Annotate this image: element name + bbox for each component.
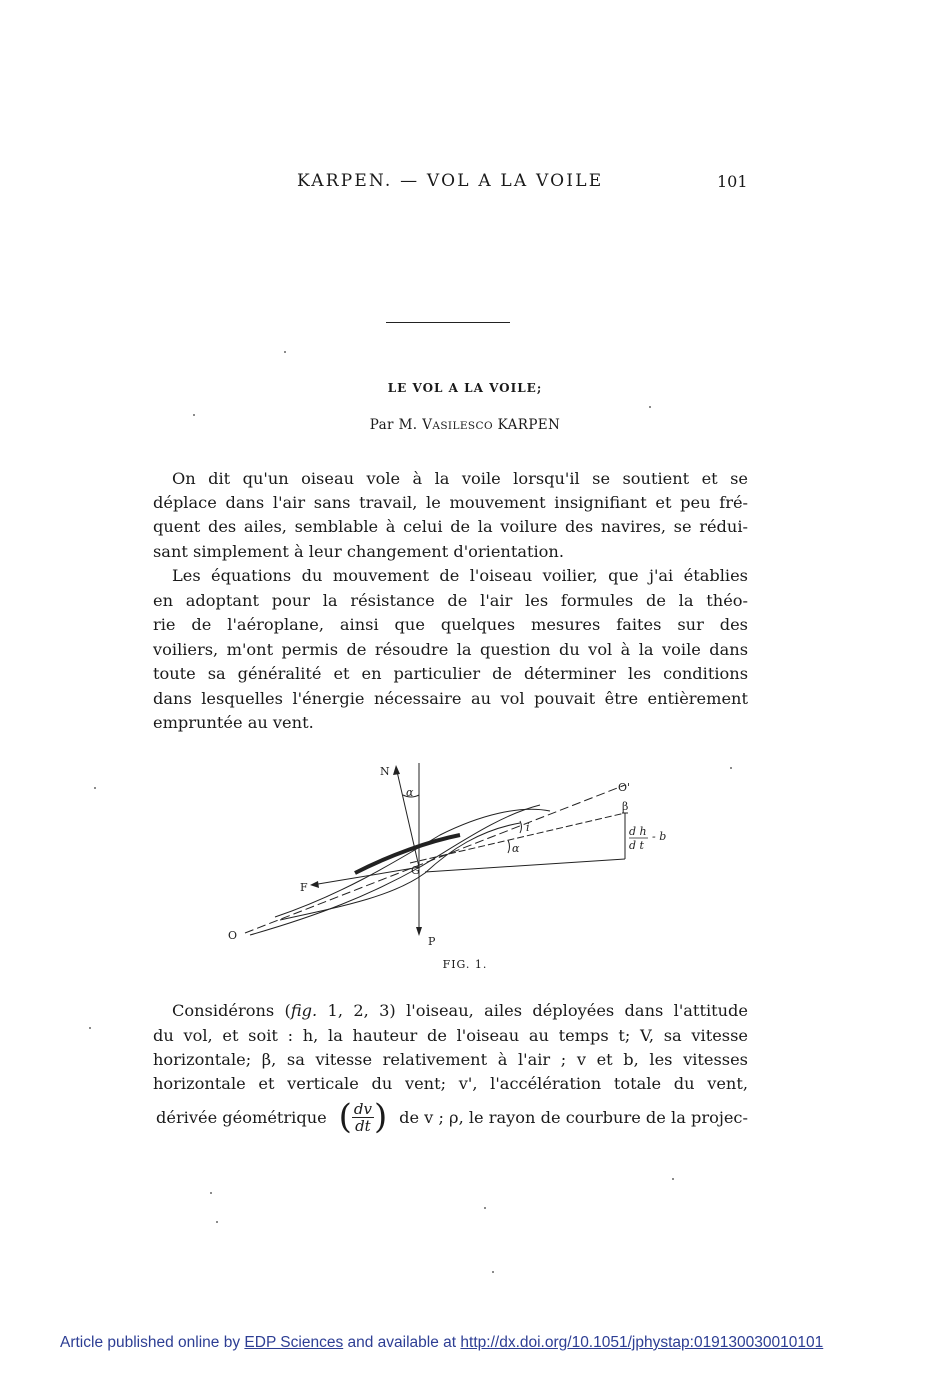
figure-caption: FIG. 1. [442,958,488,971]
scan-speck [730,767,732,769]
doi-link[interactable]: http://dx.doi.org/10.1051/jphystap:019130030010101 [460,1334,824,1351]
arrow-n [393,765,400,775]
paragraph3-line: du vol, et soit : h, la hauteur de l'oiseau au temps t; V, sa vitesse [153,1026,748,1045]
paragraph3-line [172,1001,748,1021]
scan-speck [210,1192,212,1194]
label-minus-b: - b [652,830,667,843]
publisher-link[interactable]: EDP Sciences [244,1334,344,1351]
paragraph2-line: dans lesquelles l'énergie nécessaire au vol pouvait être entièrement [153,689,748,708]
scan-speck [89,1027,91,1029]
figure-1-diagram [220,755,700,955]
footer-middle: and available at [347,1334,457,1351]
page-number: 101 [717,172,748,191]
author-initial: V [422,417,433,433]
p3-line5-end: de v ; ρ, le rayon de courbure de la projec- [399,1107,748,1127]
article-title: LE VOL A LA VOILE; [387,381,543,395]
label-o-prime: O' [618,781,631,794]
frac-denominator: dt [355,1116,371,1135]
label-f: F [300,881,308,894]
paragraph1-line: On dit qu'un oiseau vole à la voile lorsqu'il se soutient et se [172,469,748,488]
scan-speck [94,787,96,789]
arrow-f [310,881,319,888]
scan-speck [484,1207,486,1209]
paragraph2-line: empruntée au vent. [153,713,314,732]
p3-fig-abbrev: fig. [290,1001,318,1020]
wing-curve-lower [250,805,540,935]
scan-speck [284,351,286,353]
paragraph2-line: Les équations du mouvement de l'oiseau voilier, que j'ai établies [172,566,748,585]
paragraph3-line [156,1097,748,1137]
publication-footer [60,1334,823,1352]
arrow-p [416,927,422,936]
running-head: KARPEN. — VOL A LA VOILE [297,171,604,191]
scan-speck [649,406,651,408]
wing-curve-mid [280,823,520,920]
label-beta: β [622,800,629,813]
label-alpha-mid: α [512,842,520,855]
author-surname: KARPEN [497,417,561,433]
scan-speck [492,1271,494,1273]
angle-arc-i [520,821,522,833]
label-p: P [428,935,436,948]
paragraph2-line: toute sa généralité et en particulier de déterminer les conditions [153,664,748,683]
label-alpha-top: α [406,786,414,799]
paragraph1-line: sant simplement à leur changement d'orientation. [153,542,565,561]
paragraph3-line: horizontale et verticale du vent; v', l'accélération totale du vent, [153,1074,748,1093]
horizontal-line [425,859,625,872]
p3-line1-start: Considérons ( [172,1001,291,1020]
p3-line1-end: 1, 2, 3) l'oiseau, ailes déployées dans l'attitude [317,1001,748,1020]
label-g: G [411,864,420,877]
scan-speck [193,414,195,416]
derivative-expression: ( $\frac{dv}{dt}$ ) [338,1097,388,1137]
angle-arc-mid [508,840,510,853]
author-smallcaps: ASILESCO [432,420,493,432]
p3-line5-start: dérivée géométrique [156,1107,327,1127]
byline-prefix: Par M. [369,417,418,433]
label-dh-den: d t [629,839,644,852]
label-n: N [380,765,390,778]
paragraph2-line: en adoptant pour la résistance de l'air les formules de la théo- [153,591,748,610]
paragraph1-line: quent des ailes, semblable à celui de la voilure des navires, se rédui- [153,517,748,536]
paragraph2-line: rie de l'aéroplane, ainsi que quelques mesures faites sur des [153,615,748,634]
label-o: O [228,929,238,942]
scan-speck [672,1178,674,1180]
footer-prefix: Article published online by [60,1334,241,1351]
paragraph3-line: horizontale; β, sa vitesse relativement à l'air ; v et b, les vitesses [153,1050,748,1069]
byline [0,417,930,433]
title-rule [386,322,510,323]
paragraph2-line: voiliers, m'ont permis de résoudre la question du vol à la voile dans [153,640,748,659]
label-dh-num: d h [629,825,647,838]
scan-speck [216,1221,218,1223]
chord-line [245,785,625,933]
paragraph1-line: déplace dans l'air sans travail, le mouvement insignifiant et peu fré- [153,493,748,512]
label-i: i [526,821,530,834]
frac-numerator: dv [353,1099,372,1118]
